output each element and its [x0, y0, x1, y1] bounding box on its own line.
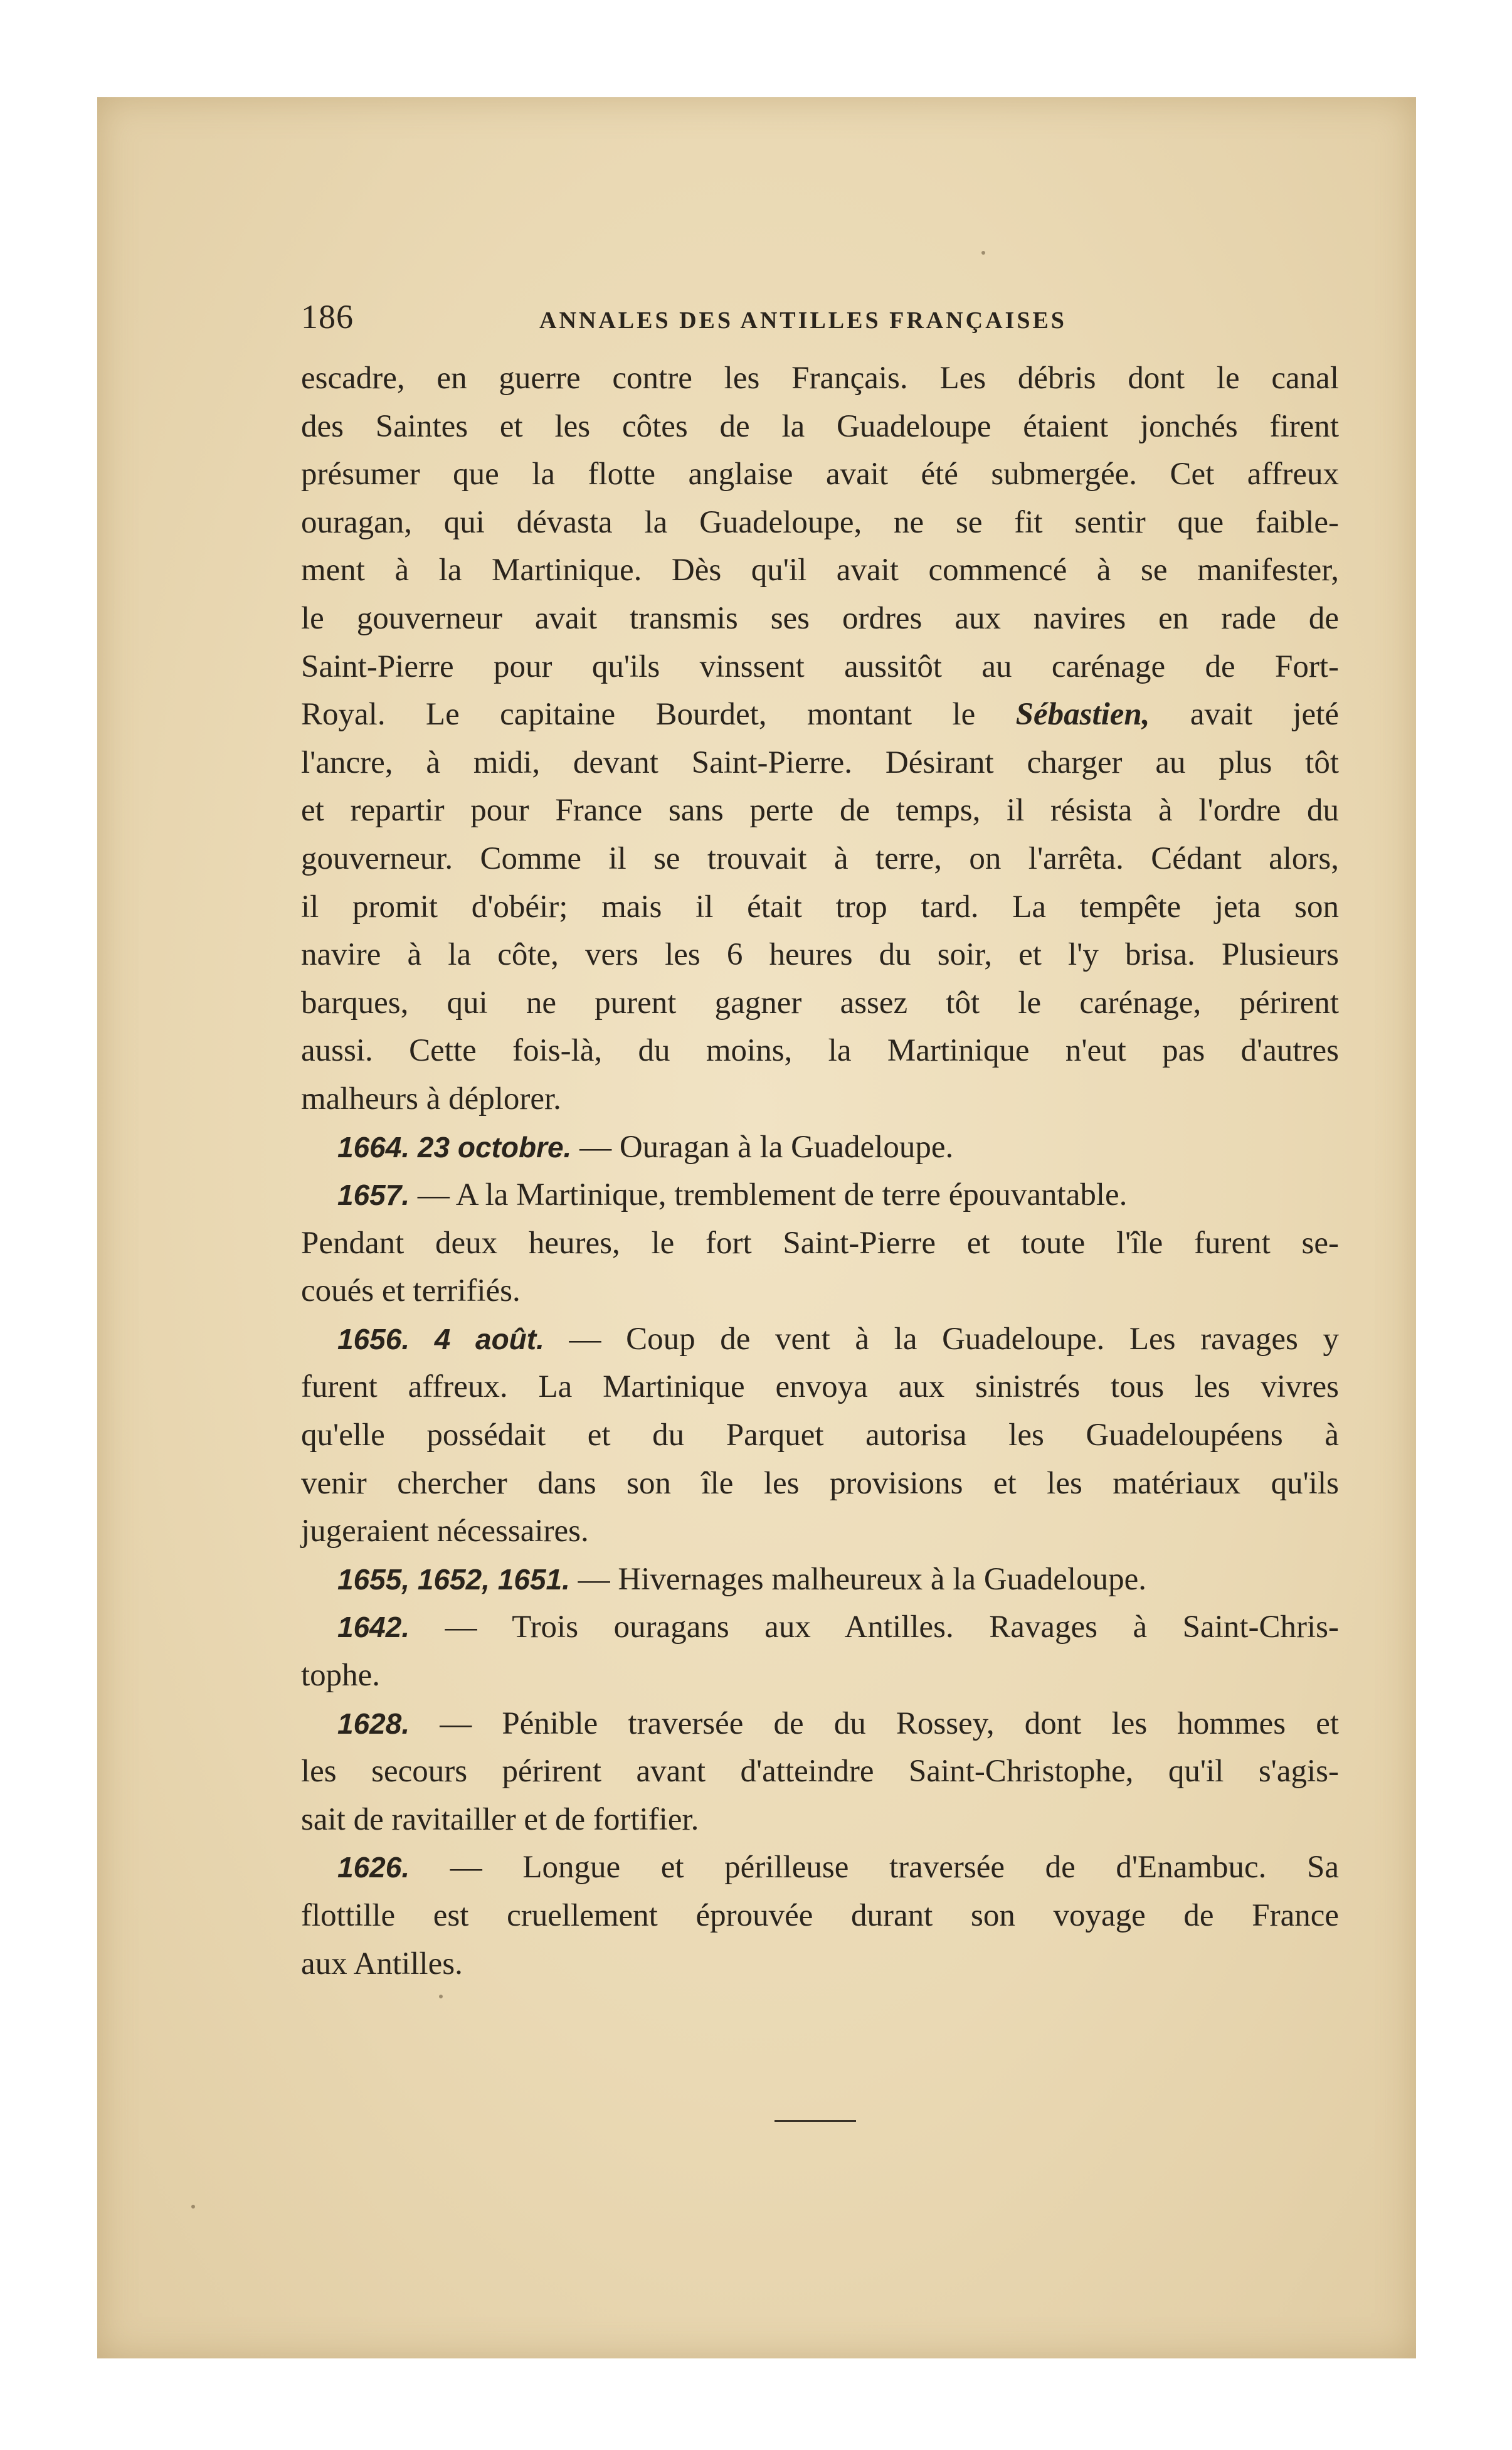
paper-speck — [981, 251, 985, 255]
text-line: furent affreux. La Martinique envoya aux sinistrés tous les vivres — [301, 1369, 1339, 1405]
text-line: tophe. — [301, 1658, 381, 1694]
text-line: jugeraient nécessaires. — [301, 1514, 589, 1549]
text-line: coués et terrifiés. — [301, 1273, 521, 1309]
text-line: Saint-Pierre pour qu'ils vinssent aussitôt au carénage de Fort- — [301, 649, 1339, 684]
dated-entry — [301, 1603, 1339, 1652]
entry-date: 1628. — [337, 1707, 410, 1740]
text-line: et repartir pour France sans perte de temps, il résista à l'ordre du — [301, 793, 1339, 829]
text-line: ouragan, qui dévasta la Guadeloupe, ne se fit sentir que faible- — [301, 504, 1339, 540]
text-line: barques, qui ne purent gagner assez tôt le carénage, périrent — [301, 985, 1339, 1021]
dated-entry — [301, 1700, 1339, 1748]
text-line — [301, 691, 1339, 739]
book-page — [97, 97, 1416, 2358]
dated-entry — [301, 1556, 1339, 1604]
text-line: venir chercher dans son île les provisions et les matériaux qu'ils — [301, 1465, 1339, 1501]
dated-entry — [301, 1843, 1339, 1892]
text-segment: avait jeté — [1150, 697, 1339, 733]
text-line: des Saintes et les côtes de la Guadeloupe étaient jonchés firent — [301, 408, 1339, 444]
closing-rule — [775, 2120, 856, 2122]
body-text — [301, 354, 1339, 1988]
paper-speck — [191, 2205, 195, 2209]
text-line: escadre, en guerre contre les Français. Les débris dont le canal — [301, 361, 1339, 396]
entry-date: 1626. — [337, 1851, 410, 1884]
entry-text: — Ouragan à la Guadeloupe. — [571, 1129, 954, 1165]
ship-name: Sébastien, — [1015, 697, 1150, 733]
entry-text: — A la Martinique, tremblement de terre épouvantable. — [410, 1177, 1128, 1213]
text-line: ment à la Martinique. Dès qu'il avait commencé à se manifester, — [301, 553, 1339, 588]
text-segment: Royal. Le capitaine Bourdet, montant le — [301, 697, 1016, 733]
entry-date: 1655, 1652, 1651. — [337, 1562, 570, 1596]
page-number: 186 — [301, 298, 354, 336]
entry-text: — Pénible traversée de du Rossey, dont les hommes et — [410, 1705, 1339, 1741]
text-line: gouverneur. Comme il se trouvait à terre, on l'arrêta. Cédant alors, — [301, 841, 1339, 876]
text-line: qu'elle possédait et du Parquet autorisa les Guadeloupéens à — [301, 1418, 1339, 1453]
text-line: il promit d'obéir; mais il était trop tard. La tempête jeta son — [301, 889, 1339, 925]
dated-entry — [301, 1171, 1339, 1219]
dated-entry — [301, 1123, 1339, 1172]
entry-text: — Trois ouragans aux Antilles. Ravages à Saint-Chris- — [410, 1609, 1339, 1645]
text-line: flottille est cruellement éprouvée durant son voyage de France — [301, 1898, 1339, 1933]
text-line: malheurs à déplorer. — [301, 1081, 561, 1116]
entry-date: 1656. 4 août. — [337, 1322, 544, 1355]
entry-date: 1657. — [337, 1179, 410, 1212]
text-line: navire à la côte, vers les 6 heures du soir, et l'y brisa. Plusieurs — [301, 937, 1339, 973]
text-line: l'ancre, à midi, devant Saint-Pierre. Désirant charger au plus tôt — [301, 745, 1339, 780]
text-line: aussi. Cette fois-là, du moins, la Martinique n'eut pas d'autres — [301, 1033, 1339, 1069]
text-line: Pendant deux heures, le fort Saint-Pierre et toute l'île furent se- — [301, 1225, 1339, 1261]
text-line: le gouverneur avait transmis ses ordres aux navires en rade de — [301, 600, 1339, 636]
entry-text: — Coup de vent à la Guadeloupe. Les ravages y — [544, 1321, 1339, 1357]
running-title: ANNALES DES ANTILLES FRANÇAISES — [539, 307, 1067, 334]
entry-date: 1664. 23 octobre. — [337, 1130, 572, 1164]
text-line: aux Antilles. — [301, 1946, 463, 1981]
entry-text: — Longue et périlleuse traversée de d'Enambuc. Sa — [410, 1850, 1339, 1885]
entry-date: 1642. — [337, 1611, 410, 1644]
text-line: sait de ravitailler et de fortifier. — [301, 1801, 699, 1837]
entry-text: — Hivernages malheureux à la Guadeloupe. — [569, 1561, 1146, 1597]
text-line: les secours périrent avant d'atteindre Saint-Christophe, qu'il s'agis- — [301, 1754, 1339, 1790]
running-head — [301, 292, 1416, 342]
paper-speck — [439, 1995, 443, 1998]
text-line: présumer que la flotte anglaise avait été submergée. Cet affreux — [301, 457, 1339, 492]
dated-entry — [301, 1315, 1339, 1364]
